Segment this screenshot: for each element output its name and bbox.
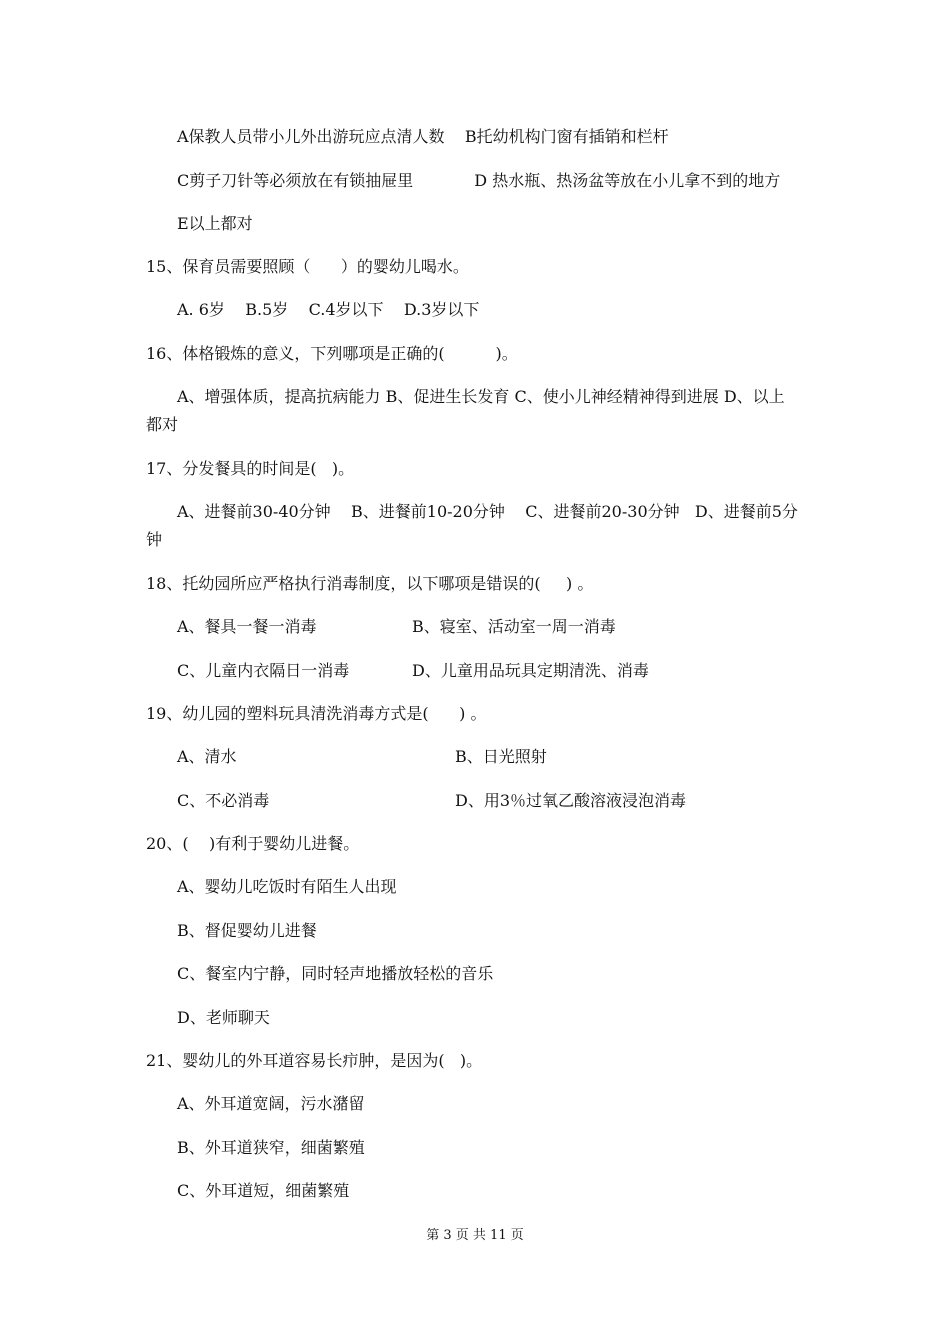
q14-options-ab: A保教人员带小儿外出游玩应点清人数 B托幼机构门窗有插销和栏杆 [177, 127, 669, 146]
q16-options-line1: A、增强体质，提高抗病能力 B、促进生长发育 C、使小儿神经精神得到进展 D、以上 [177, 387, 785, 406]
q18-option-d: D、儿童用品玩具定期清洗、消毒 [412, 661, 649, 680]
page-footer: 第 3 页 共 11 页 [426, 1228, 524, 1243]
q18-option-c: C、儿童内衣隔日一消毒 [177, 661, 350, 680]
q20-option-d: D、老师聊天 [177, 1008, 270, 1027]
q17-stem: 17、分发餐具的时间是( )。 [146, 459, 355, 478]
q17-options-line1: A、进餐前30-40分钟 B、进餐前10-20分钟 C、进餐前20-30分钟 D、进餐前5分 [177, 502, 798, 521]
q18-option-a: A、餐具一餐一消毒 [177, 617, 317, 636]
q21-option-a: A、外耳道宽阔，污水潴留 [177, 1094, 365, 1113]
q21-option-c: C、外耳道短，细菌繁殖 [177, 1181, 350, 1200]
q16-stem: 16、体格锻炼的意义，下列哪项是正确的( )。 [146, 344, 518, 363]
q19-option-a: A、清水 [177, 747, 237, 766]
q14-options-cd: C剪子刀针等必须放在有锁抽屉里 D 热水瓶、热汤盆等放在小儿拿不到的地方 [177, 171, 781, 190]
q18-option-b: B、寝室、活动室一周一消毒 [412, 617, 616, 636]
q18-stem: 18、托幼园所应严格执行消毒制度，以下哪项是错误的( ) 。 [146, 574, 594, 593]
q20-option-c: C、餐室内宁静，同时轻声地播放轻松的音乐 [177, 964, 494, 983]
q20-option-a: A、婴幼儿吃饭时有陌生人出现 [177, 877, 397, 896]
q19-stem: 19、幼儿园的塑料玩具清洗消毒方式是( ) 。 [146, 704, 487, 723]
q21-option-b: B、外耳道狭窄，细菌繁殖 [177, 1138, 365, 1157]
q15-stem: 15、保育员需要照顾（ ）的婴幼儿喝水。 [146, 257, 469, 276]
q19-option-b: B、日光照射 [455, 747, 547, 766]
q19-option-c: C、不必消毒 [177, 791, 270, 810]
q20-stem: 20、( )有利于婴幼儿进餐。 [146, 834, 360, 853]
q20-option-b: B、督促婴幼儿进餐 [177, 921, 317, 940]
q21-stem: 21、婴幼儿的外耳道容易长疖肿，是因为( )。 [146, 1051, 483, 1070]
q16-options-line2: 都对 [146, 415, 179, 434]
q15-options: A. 6岁 B.5岁 C.4岁以下 D.3岁以下 [177, 300, 480, 319]
q19-option-d: D、用3％过氧乙酸溶液浸泡消毒 [455, 791, 687, 810]
q14-option-e: E以上都对 [177, 214, 253, 233]
q17-options-line2: 钟 [146, 530, 163, 549]
